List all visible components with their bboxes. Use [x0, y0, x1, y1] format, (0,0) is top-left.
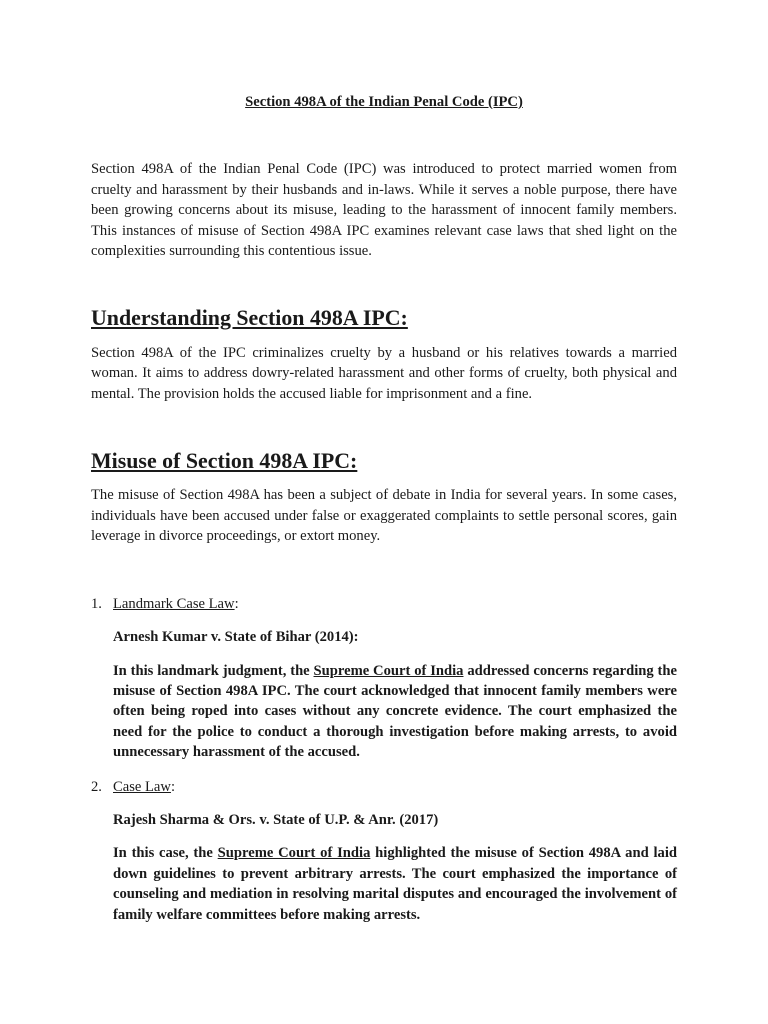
case-description — [113, 843, 677, 925]
case-law-label-suffix: : — [170, 778, 176, 795]
case-name: Rajesh Sharma & Ors. v. State of U.P. & Anr. (2017) — [113, 811, 439, 828]
case-name: Arnesh Kumar v. State of Bihar (2014): — [113, 629, 359, 646]
case-law-label — [113, 594, 677, 614]
case-law-label-text: Landmark Case Law — [113, 595, 235, 612]
case-law-label — [113, 777, 677, 797]
intro-paragraph: Section 498A of the Indian Penal Code (IPC) was introduced to protect married women from cruelty and harassment by their husbands and in-laws. While it serves a noble purpose, there have been growing concerns about its misuse, leading to the harassment of innocent family members. This instances of misuse of Section 498A IPC examines relevant case laws that shed light on the complexities surrounding this contentious issue. — [91, 161, 677, 260]
case-law-label-suffix: : — [234, 595, 239, 612]
document-title: Section 498A of the Indian Penal Code (IPC) — [245, 94, 523, 110]
section-heading-understanding: Understanding Section 498A IPC: — [91, 305, 408, 331]
list-number: 2. — [91, 778, 102, 795]
section-heading-misuse: Misuse of Section 498A IPC: — [91, 448, 358, 474]
supreme-court-link[interactable]: Supreme Court of India — [217, 845, 371, 862]
case-description-lead: In this landmark judgment, the — [113, 662, 314, 679]
case-law-list — [91, 594, 677, 925]
list-number: 1. — [91, 595, 102, 612]
case-description-rest: addressed concerns regarding the misuse of Section 498A IPC. The court acknowledged that innocent family members were often being roped into cases without any concrete evidence. The court emphasized the need for the police to conduct a thorough investigation before making arrests, to avoid unnecessary harassment of the accused. — [113, 662, 677, 761]
case-description-rest: highlighted the misuse of Section 498A and laid down guidelines to prevent arbitrary arrests. The court emphasized the importance of counseling and mediation in resolving marital disputes and encouraged the involvement of family welfare committees before making arrests. — [113, 845, 677, 923]
document-page — [91, 92, 677, 925]
supreme-court-link[interactable]: Supreme Court of India — [313, 662, 464, 679]
case-description-lead: In this case, the — [113, 845, 218, 862]
section-body-misuse: The misuse of Section 498A has been a subject of debate in India for several years. In some cases, individuals have been accused under false or exaggerated complaints to settle personal scores, gain leverage in divorce proceedings, or extort money. — [91, 487, 677, 545]
case-law-label-text: Case Law — [113, 778, 171, 795]
list-item — [91, 777, 677, 925]
case-description — [113, 661, 677, 763]
section-body-understanding: Section 498A of the IPC criminalizes cruelty by a husband or his relatives towards a married woman. It aims to address dowry-related harassment and other forms of cruelty, both physical and mental. The provision holds the accused liable for imprisonment and a fine. — [91, 344, 677, 402]
list-item — [91, 594, 677, 763]
